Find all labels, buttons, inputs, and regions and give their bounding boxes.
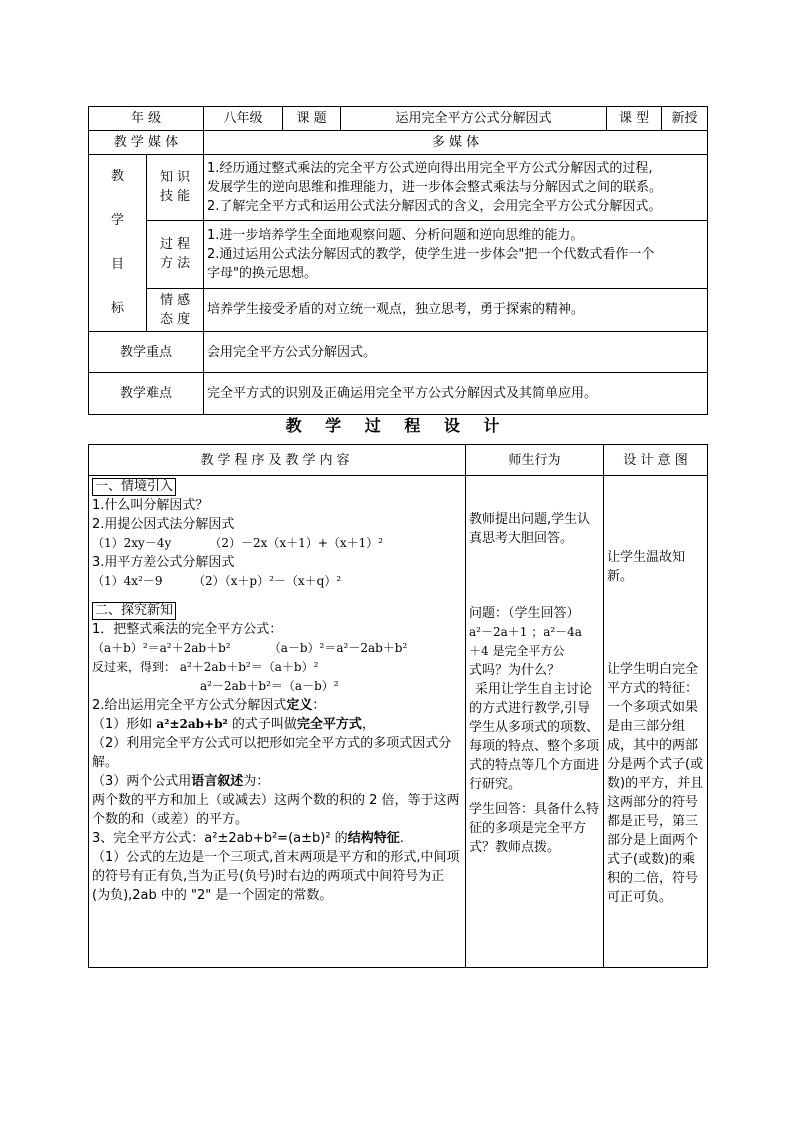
col-intent-header: 设 计 意 图 (604, 445, 708, 476)
media-value: 多 媒 体 (204, 131, 708, 155)
col-content-header: 教学程序及教学内容 (89, 445, 466, 476)
media-label: 教 学 媒 体 (89, 131, 204, 155)
difficulty-label: 教学难点 (89, 373, 204, 415)
lesson-info-table (88, 106, 708, 415)
process-label: 过 程 方 法 (147, 220, 204, 288)
goals-char-3: 目 (110, 257, 124, 272)
process-title: 教 学 过 程 设 计 (285, 416, 509, 435)
goals-char-2: 学 (110, 213, 124, 228)
goals-char-1: 教 (110, 169, 124, 184)
goals-char-4: 标 (110, 301, 124, 316)
topic-value: 运用完全平方公式分解因式 (341, 107, 607, 131)
section1-title: 一、情境引入 (92, 478, 176, 496)
difficulty-text: 完全平方式的识别及正确运用完全平方公式分解因式及其简单应用。 (204, 373, 708, 415)
section2-title: 二、探究新知 (92, 602, 176, 620)
emotion-text: 培养学生接受矛盾的对立统一观点，独立思考，勇于探索的精神。 (204, 288, 708, 331)
key-point-text: 会用完全平方公式分解因式。 (204, 332, 708, 373)
emotion-label: 情 感 态 度 (147, 288, 204, 331)
topic-label: 课 题 (283, 107, 341, 131)
type-value: 新授 (662, 107, 708, 131)
goals-label (89, 155, 147, 332)
teacher-cell: 教师提出问题,学生认真思考大胆回答。 问题：（学生回答） a²－2a＋1 ；a²－4a ＋4 是完全平方公 式吗？为什么？ 采用让学生自主讨论的方式进行教学,引导学生从多项式的项数、每项的特点、整个多项式的特点等几个方面进行研究。 学生回答：具备什么特征的多项是完全平方式？教师点拨。 (466, 476, 604, 968)
intent-cell: 让学生温故知新。 让学生明白完全平方式的特征：一个多项式如果是由三部分组成，其中的两部分是两个式子(或数)的平方，并且这两部分的符号都是正号，第三部分是上面两个式子(或数)的乘积的二倍，符号可正可负。 (604, 476, 708, 968)
process-table (88, 444, 708, 968)
col-teacher-header: 师生行为 (466, 445, 604, 476)
grade-value: 八年级 (204, 107, 283, 131)
process-text: 1.进一步培养学生全面地观察问题、分析问题和逆向思维的能力。 2.通过运用公式法分解因式的教学，使学生进一步体会"把一个代数式看作一个 字母"的换元思想。 (204, 220, 708, 288)
key-point-label: 教学重点 (89, 332, 204, 373)
grade-label: 年 级 (89, 107, 204, 131)
knowledge-text: 1.经历通过整式乘法的完全平方公式逆向得出用完全平方公式分解因式的过程, 发展学生的逆向思维和推理能力，进一步体会整式乘法与分解因式之间的联系。 2.了解完全平方式和运用公式法分解因式的含义，会用完全平方公式分解因式。 (204, 155, 708, 221)
type-label: 课 型 (607, 107, 662, 131)
content-cell: 一、情境引入 1.什么叫分解因式？ 2.用提公因式法分解因式 （1）2xy－4y （2）－2x（x＋1）+（x＋1）² 3.用平方差公式分解因式 （1）4x²－9 （2）（x＋p）²－（x＋q）² 二、探究新知 1．把整式乘法的完全平方公式： （a＋b）²＝a²＋2ab＋b² （a－b）²＝a²－2ab＋b² 反过来，得到： a²＋2ab＋b²＝（a＋b）² a²－2ab＋b²＝（a－b）² 2.给出运用完全平方公式分解因式定义： （1）形如 a²±2ab+b² 的式子叫做完全平方式， （2）利用完全平方公式可以把形如完全平方式的多项式因式分解。 （3）两个公式用语言叙述为： 两个数的平方和加上（或减去）这两个数的积的 2 倍，等于这两个数的和（或差）的平方。 3、完全平方公式：a²±2ab+b²=(a±b)² 的结构特征. （1）公式的左边是一个三项式,首末两项是平方和的形式,中间项的符号有正有负,当为正号(负号)时右边的两项式中间符号为正(为负),2ab 中的 "2" 是一个固定的常数。 (89, 476, 466, 968)
knowledge-label: 知 识 技 能 (147, 155, 204, 221)
